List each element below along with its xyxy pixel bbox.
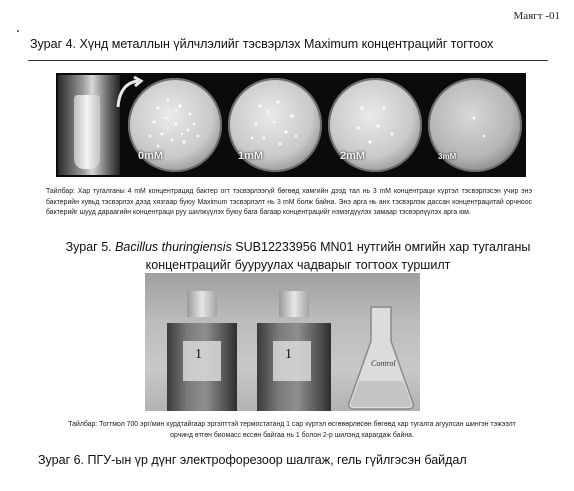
figure5-title-species: Bacillus thuringiensis (115, 240, 232, 254)
bottle-sticker (273, 341, 311, 381)
figure4-title: Зураг 4. Хүнд металлын үйлчлэлийг тэсвэрлэх Maximum концентрацийг тогтоох (30, 37, 494, 51)
bottle-number: 1 (195, 347, 202, 362)
bottle-neck (279, 291, 309, 317)
petri-dish-2mm (328, 78, 422, 172)
flask-label: Control (371, 359, 396, 368)
figure4-caption: Тайлбар: Хар тугалганы 4 mM концентрацид бактер огт тэсвэрлээгүй бөгөөд хамгийн дээд тал нь 3 mM концентраци хүртэл тэсвэрлэсэн учир энэ бактерийн хувьд тэсвэрлэх дээд хязгаар буюу Maximum тэсвэрлэлт нь 3 mM болж байна. Энэ арга нь анх тэсвэрлэж дассан концентрацитай орчноос бактерийг шууд дараагийн концентраци руу шилжүүлэх буюу бага багаар концентрацийг нэмэгдүүлэх замаар тэсвэрлүүлэх арга юм. (46, 188, 532, 217)
petri-dish-1mm (228, 78, 322, 172)
bottle-sticker (183, 341, 221, 381)
figure6-title: Зураг 6. ПГУ-ын үр дүнг электрофорезоор шалгаж, гель гүйлгэсэн байдал (38, 453, 467, 467)
horizontal-rule (28, 60, 548, 61)
figure5-title-suffix: SUB12233956 MN01 нутгийн омгийн хар тугалганы концентрацийг бууруулах чадварыг тогтоох туршилт (145, 240, 531, 272)
petri-dish-0mm (128, 78, 222, 172)
plate-label: 3mM (438, 152, 457, 161)
plate-label: 1mM (238, 150, 264, 162)
test-tube-icon (74, 95, 100, 169)
bottle-2 (257, 291, 331, 411)
control-flask-icon (345, 303, 417, 411)
scan-speck (17, 30, 19, 32)
bottle-neck (187, 291, 217, 317)
figure5-image (145, 273, 420, 411)
figure5-title (58, 238, 538, 274)
figure4-image (56, 73, 526, 177)
bottle-number: 1 (285, 347, 292, 362)
page-number: Маягт -01 (513, 10, 560, 22)
plate-label: 2mM (340, 150, 366, 162)
test-tube-photo (58, 75, 120, 175)
figure5-title-prefix: Зураг 5. (65, 240, 116, 254)
bottle-1 (167, 291, 237, 411)
petri-dish-3mm (428, 78, 522, 172)
plate-label: 0mM (138, 150, 164, 162)
figure5-caption: Тайлбар: Тогтмол 700 эрг/мин хурдтайгаар эргэлттэй термостатанд 1 сар хүртэл өсгөвөрлөсөн бөгөөд хар тугалга агуулсан шингэн тэжээлт орчинд өтгөн биомасс өссөн байгаа нь 1 болон 2-р шилэнд харагдаж байна. (68, 421, 516, 439)
